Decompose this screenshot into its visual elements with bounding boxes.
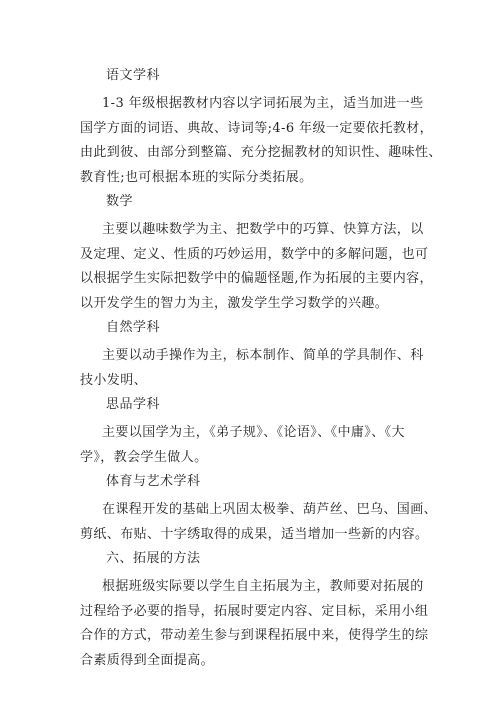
section-chinese [80, 64, 442, 190]
section-heading: 思品学科 [106, 397, 161, 412]
paragraph-line: 合素质得到全面提高。 [80, 652, 215, 668]
section-heading: 数学 [106, 194, 134, 209]
paragraph-line: 教育性;也可根据本班的实际分类拓展。 [80, 169, 313, 185]
section-math [80, 190, 433, 316]
section-heading: 六、拓展的方法 [106, 551, 201, 566]
section-paragraph [80, 498, 438, 547]
paragraph-line: 学》，教会学生做人。 [80, 449, 208, 465]
paragraph-line: 根据班级实际要以学生自主拓展为主，教师要对拓展的 [102, 579, 424, 594]
section-paragraph [80, 421, 430, 470]
paragraph-line: 过程给予必要的指导，拓展时要定内容、定目标，采用小组 [80, 603, 429, 619]
section-heading: 语文学科 [106, 68, 161, 83]
paragraph-line: 主要以趣味数学为主、把数学中的巧算、快算方法，以 [102, 222, 424, 237]
paragraph-line: 及定理、定义、性质的巧妙运用，数学中的多解问题，也可 [80, 246, 429, 262]
paragraph-line: 在课程开发的基础上巩固太极拳、葫芦丝、巴乌、国画、 [102, 502, 438, 517]
section-methods [80, 547, 430, 673]
paragraph-line: 1-3 年级根据教材内容以字词拓展为主，适当加进一些 [102, 96, 424, 111]
section-paragraph [80, 344, 430, 393]
paragraph-line: 剪纸、布贴、十字绣取得的成果，适当增加一些新的内容。 [80, 526, 429, 542]
section-pe-art [80, 470, 438, 547]
paragraph-line: 主要以国学为主，《弟子规》、《论语》、《中庸》、《大 [102, 425, 405, 440]
document-body [80, 64, 442, 673]
paragraph-line: 主要以动手操作为主，标本制作、简单的学具制作、科 [102, 348, 424, 363]
section-nature [80, 316, 430, 393]
paragraph-line: 技小发明、 [80, 372, 148, 388]
section-paragraph [80, 575, 430, 673]
paragraph-line: 由此到彼、由部分到整篇、充分挖掘教材的知识性、趣味性、 [80, 145, 442, 160]
section-paragraph [80, 92, 442, 190]
section-heading: 自然学科 [106, 320, 161, 335]
paragraph-line: 合作的方式，带动差生参与到课程拓展中来，使得学生的综 [80, 628, 429, 643]
paragraph-line: 国学方面的词语、典故、诗词等;4-6 年级一定要依托教材， [80, 120, 434, 136]
paragraph-line: 以根据学生实际把数学中的偏题怪题,作为拓展的主要内容， [80, 271, 433, 286]
section-heading: 体育与艺术学科 [106, 474, 201, 489]
section-morality [80, 393, 430, 470]
section-paragraph [80, 218, 433, 316]
paragraph-line: 以开发学生的智力为主，激发学生学习数学的兴趣。 [80, 295, 389, 311]
